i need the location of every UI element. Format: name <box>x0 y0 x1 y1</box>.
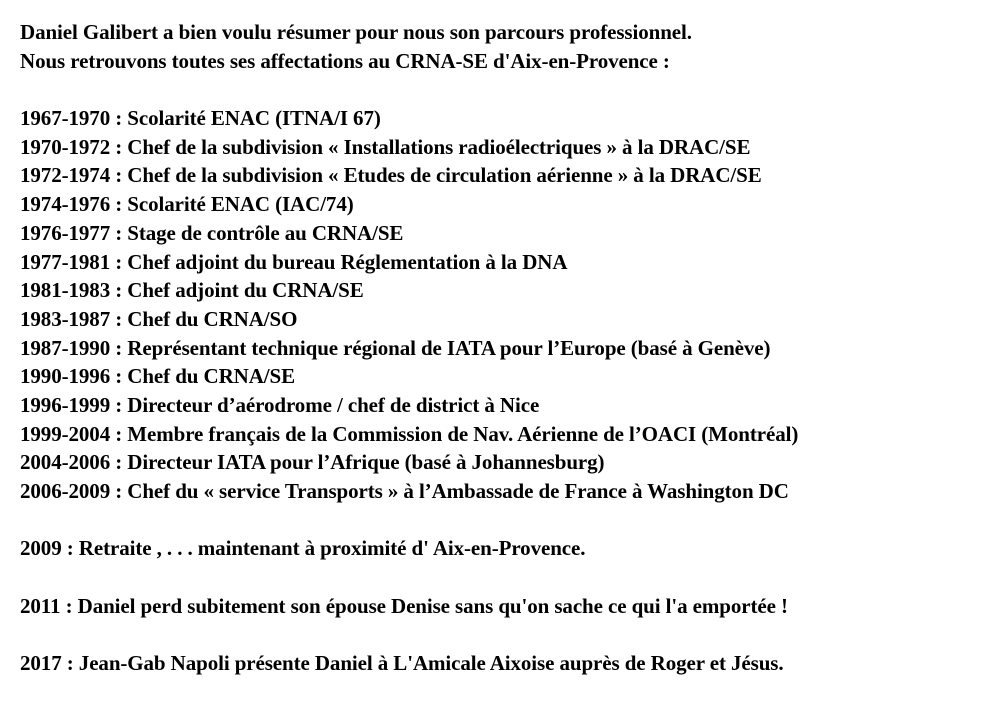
career-entry: 1983-1987 : Chef du CRNA/SO <box>20 306 298 331</box>
career-entry: 2006-2009 : Chef du « service Transports » à l’Ambassade de France à Washington DC <box>20 479 789 503</box>
career-entry: 1990-1996 : Chef du CRNA/SE <box>20 364 295 389</box>
intro-line: Nous retrouvons toutes ses affectations au CRNA-SE d'Aix-en-Provence : <box>20 48 670 73</box>
career-entry: 1974-1976 : Scolarité ENAC (IAC/74) <box>20 192 354 217</box>
career-entry: 1970-1972 : Chef de la subdivision « Installations radioélectriques » à la DRAC/SE <box>20 134 751 159</box>
career-entry: 1976-1977 : Stage de contrôle au CRNA/SE <box>20 220 404 245</box>
career-entry: 1999-2004 : Membre français de la Commission de Nav. Aérienne de l’OACI (Montréal) <box>20 421 799 446</box>
career-entry: 1977-1981 : Chef adjoint du bureau Réglementation à la DNA <box>20 249 568 274</box>
document-body <box>20 18 975 678</box>
spacer <box>20 563 975 592</box>
retirement-line: 2009 : Retraite , . . . maintenant à proximité d' Aix-en-Provence. <box>20 536 586 561</box>
career-entry: 2004-2006 : Directeur IATA pour l’Afrique (basé à Johannesburg) <box>20 450 605 475</box>
career-entry: 1987-1990 : Représentant technique régional de IATA pour l’Europe (basé à Genève) <box>20 335 771 360</box>
career-entry: 1981-1983 : Chef adjoint du CRNA/SE <box>20 278 364 303</box>
career-entry: 1996-1999 : Directeur d’aérodrome / chef de district à Nice <box>20 392 540 417</box>
loss-line: 2011 : Daniel perd subitement son épouse Denise sans qu'on sache ce qui l'a emportée ! <box>20 593 788 618</box>
spacer <box>20 620 975 649</box>
spacer <box>20 75 975 104</box>
amicale-line: 2017 : Jean-Gab Napoli présente Daniel à L'Amicale Aixoise auprès de Roger et Jésus. <box>20 651 784 676</box>
career-entry: 1972-1974 : Chef de la subdivision « Etudes de circulation aérienne » à la DRAC/SE <box>20 163 762 188</box>
spacer <box>20 506 975 535</box>
career-entry: 1967-1970 : Scolarité ENAC (ITNA/I 67) <box>20 106 381 131</box>
intro-line: Daniel Galibert a bien voulu résumer pour nous son parcours professionnel. <box>20 20 692 44</box>
